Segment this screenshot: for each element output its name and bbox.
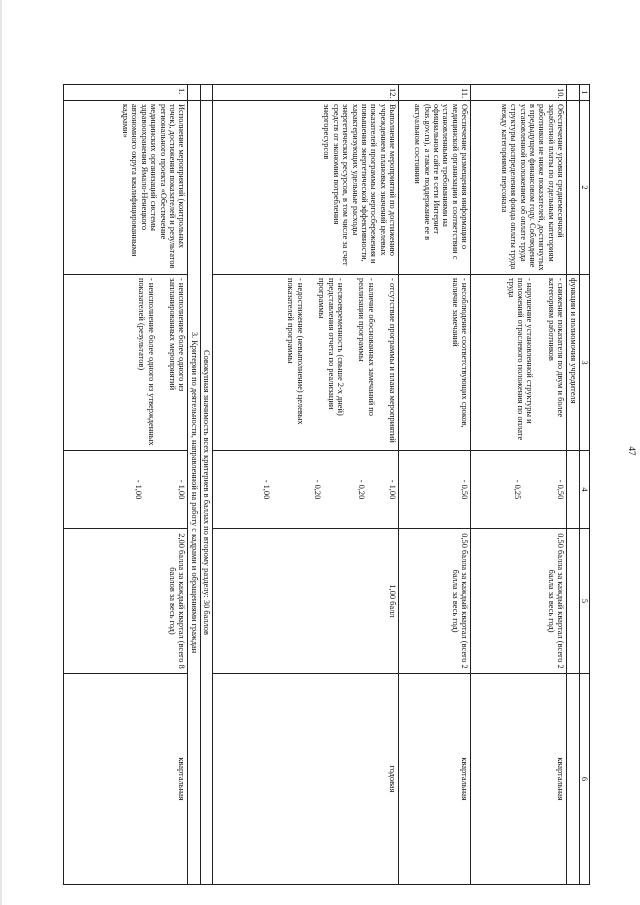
max-score: 2,00 балла за каждый квартал (всего 8 баллов за весь год) — [64, 529, 188, 674]
criterion-text: Обеспечение уровня среднемесячной заработной платы по отдельным категориям работников не ниже показателей, достигнутых в предыдущем финансовом году. Соблюдение установленной положением об оплате труда структуры распределения фонда оплаты труда между категориями персонала — [471, 101, 567, 275]
condition-score: - 1,00 — [388, 479, 398, 500]
max-score: 0,50 балла за каждый квартал (всего 2 балла за весь год) — [471, 529, 567, 674]
scores-cell — [471, 451, 567, 529]
condition-score: - 0,20 — [313, 479, 323, 500]
row-number: 10. — [471, 85, 567, 101]
scores-cell — [399, 451, 471, 529]
condition-score: - 0,20 — [356, 479, 366, 500]
period: годовая — [213, 674, 399, 885]
table-row — [471, 85, 567, 885]
page-number: 47 — [627, 446, 637, 456]
condition-score: - 0,50 — [460, 479, 470, 500]
period: квартальная — [471, 674, 567, 885]
scores-cell — [64, 451, 188, 529]
conditions-cell — [64, 275, 188, 451]
header-cell: 5 — [579, 529, 589, 674]
conditions-cell — [471, 275, 567, 451]
period: квартальная — [64, 674, 188, 885]
period: квартальная — [399, 674, 471, 885]
criterion-text: Обеспечение размещения информации о медицинской организации в соответствии с установленными требованиями на официальном сайте в сети Интернет (bus.gov.ru), а также поддержание ее в актуальном состоянии — [399, 101, 471, 275]
condition-text: - отсутствие программы и плана мероприятий — [388, 278, 398, 443]
conditions-cell — [399, 275, 471, 451]
header-cell: 1 — [579, 85, 589, 101]
total-text: Совокупная значимость всех критериев в баллах по второму разделу: 30 баллов — [200, 101, 212, 885]
continuation-text: функции и полномочия учредителя — [567, 275, 579, 451]
row-number: 11. — [399, 85, 471, 101]
condition-score: - 1,00 — [133, 479, 143, 500]
condition-text: - снижение показателя по двум и более категориям работников — [546, 278, 566, 418]
condition-text: - несвоевременность (свыше 2-х дней) представления отчета по реализации программы — [317, 278, 345, 416]
row-number: 1. — [64, 85, 188, 101]
condition-text: - неисполнение более одного из запланированных мероприятий — [167, 278, 187, 392]
row-number: 12. — [213, 85, 399, 101]
section3-title: 3. Критерии по деятельности, направленной на работу с кадрами и обращениями граждан — [188, 101, 200, 885]
condition-text: - несоблюдение соответствующих сроков, наличие замечаний — [450, 278, 470, 428]
condition-score: - 0,50 — [556, 479, 566, 500]
conditions-cell — [213, 275, 399, 451]
condition-text: - недостижение (невыполнение) целевых показателей программы — [286, 278, 305, 425]
condition-text: - наличие обоснованных замечаний по реализации программы — [357, 278, 376, 416]
scores-cell — [213, 451, 399, 529]
header-cell: 3 — [579, 275, 589, 451]
table-header-row — [579, 85, 589, 885]
condition-text: - неисполнение более одного из утвержденных показателей (результатов) — [137, 278, 156, 446]
criterion-text: Выполнение мероприятий по достижению учреждением плановых значений целевых показателей программы энергосбережения и повышения энергетической эффективности, характеризующих удельные расходы энергетических ресурсов, в том числе за счет средств от экономии потребления энергоресурсов — [213, 101, 399, 275]
header-cell: 2 — [579, 101, 589, 275]
header-cell: 4 — [579, 451, 589, 529]
max-score: 0,50 балла за каждый квартал (всего 2 балла за весь год) — [399, 529, 471, 674]
condition-text: - нарушение установленной структуры и положений отраслевого положения по оплате труда — [506, 278, 535, 441]
condition-score: - 1,00 — [177, 479, 187, 500]
criterion-text: Исполнение мероприятий (контрольных точек), достижения показателей и результатов регионального проекта «Обеспечение медицинских организаций системы здравоохранения Ямало-Ненецкого автономного округа квалифицированными кадрами» — [64, 101, 188, 275]
scan-edge — [0, 0, 2, 905]
table-row — [399, 85, 471, 885]
table-row — [213, 85, 399, 885]
criteria-table — [63, 84, 590, 885]
total-row — [200, 85, 212, 885]
section-title-row — [188, 85, 200, 885]
header-cell: 6 — [579, 674, 589, 885]
rotated-table-container — [80, 84, 590, 884]
condition-score: - 1,00 — [261, 479, 271, 500]
max-score: 1,00 балл — [213, 529, 399, 674]
condition-score: - 0,25 — [512, 479, 522, 500]
continuation-row — [567, 85, 579, 885]
table-row — [64, 85, 188, 885]
